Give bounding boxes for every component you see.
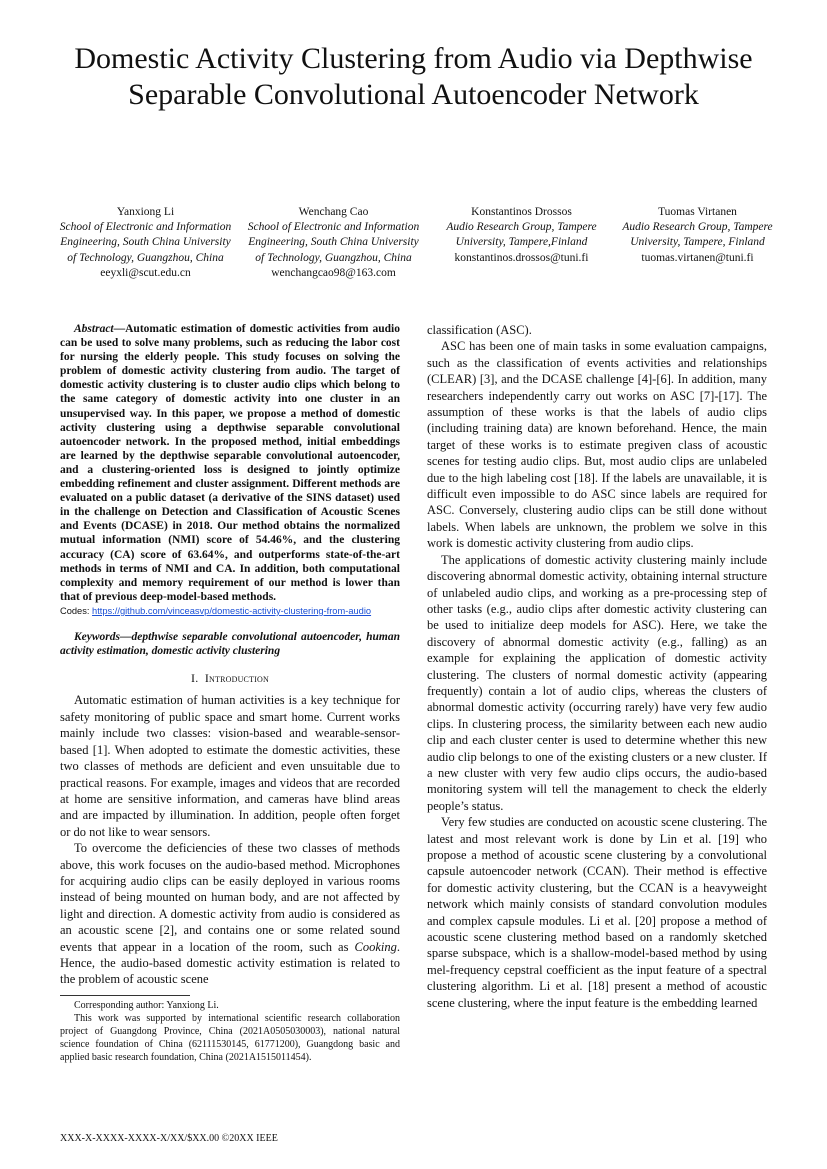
author-email: eeyxli@scut.edu.cn xyxy=(100,266,191,279)
footnote: Corresponding author: Yanxiong Li. xyxy=(74,999,219,1011)
page-footer: XXX-X-XXXX-XXXX-X/XX/$XX.00 ©20XX IEEE xyxy=(60,1133,278,1144)
codes-line xyxy=(60,605,400,618)
author-email: tuomas.virtanen@tuni.fi xyxy=(641,251,754,264)
paragraph-text: . Hence, the audio-based domestic activity estimation is related to the problem of acoustic scene xyxy=(60,939,400,987)
author-affiliation: Audio Research Group, Tampere University, Tampere,Finland xyxy=(446,221,597,249)
section-heading-introduction xyxy=(60,670,400,686)
section-number: I. xyxy=(191,671,199,686)
codes-link[interactable]: https://github.com/vinceasvp/domestic-activity-clustering-from-audio xyxy=(92,605,372,616)
italic-term: Cooking xyxy=(354,939,397,954)
left-column xyxy=(60,322,400,1064)
author-affiliation: School of Electronic and Information Engineering, South China University of Technology, Guangzhou, China xyxy=(59,221,232,264)
abstract-text: —Automatic estimation of domestic activities from audio can be used to solve many problems, such as reducing the labor cost for nursing the elderly people. This study focuses on solving the problem of domestic activity clustering from audio. The target of domestic activity clustering is to cluster audio clips which belong to the same category of domestic activity into one cluster in an unsupervised way. In this paper, we propose a method of domestic activity clustering using a depthwise separable convolutional autoencoder network. In the proposed method, initial embeddings are learned by the depthwise separable convolutional autoencoder, and a clustering-oriented loss is designed to jointly optimize embedding refinement and cluster assignment. Different methods are evaluated on a public dataset (a derivative of the SINS dataset) used in the challenge on Detection and Classification of Acoustic Scenes and Events (DCASE) in 2018. Our method obtains the normalized mutual information (NMI) score of 54.46%, and the clustering accuracy (CA) score of 63.64%, and outperforms state-of-the-art methods in terms of NMI and CA. In addition, both computational complexity and memory requirement of our method is lower than that of previous deep-model-based methods. xyxy=(60,323,400,603)
footnote: This work was supported by international scientific research collaboration project of Guangdong Province, China (2021A0505030003), national natural science foundation of China (62111530145, 61771200), Guangdong basic and applied basic research foundation, China (2021A1515011454). xyxy=(60,1012,400,1063)
body-paragraph: Automatic estimation of human activities is a key technique for safety monitoring of public space and smart home. Current works mainly include two classes: vision-based and wearable-sensor-based [1]. When adopted to estimate the domestic activities, these two classes of methods are deficient and even unsuitable due to practical reasons. For example, images and videos that are recorded at home are sensitive information, and cameras have blind areas and are impacted by illumination. In addition, people often forget or do not like to wear sensors. xyxy=(60,693,400,839)
author-affiliation: Audio Research Group, Tampere University, Tampere, Finland xyxy=(622,221,773,249)
author-email: konstantinos.drossos@tuni.fi xyxy=(454,251,589,264)
body-paragraph: ASC has been one of main tasks in some evaluation campaigns, such as the classification of events activities and relationships (CLEAR) [3], and the DCASE challenge [4]-[6]. In addition, many researchers independently carry out works on ASC [7]-[17]. The assumption of these works is that the labels of audio clips (including training data) are known beforehand. Hence, the main target of these works is to estimate pregiven class of acoustic scenes for testing audio clips. But, most audio clips are unlabeled due to the high labeling cost [18]. If the labels are unavailable, it is difficult even impossible to do ASC since labels are required for ASC. Conversely, clustering audio clips can be still done without labels. When labels are unknown, the problem we solve in this work is domestic activity clustering from audio clips. xyxy=(427,339,767,551)
body-paragraph: classification (ASC). xyxy=(427,323,532,337)
keywords: Keywords—depthwise separable convolutional autoencoder, human activity estimation, domestic activity clustering xyxy=(60,630,400,657)
author-name: Yanxiong Li xyxy=(116,206,175,218)
right-column xyxy=(427,322,767,1011)
body-paragraph: The applications of domestic activity clustering mainly include discovering abnormal domestic activity, obtaining internal structure of unlabeled audio clips, and working as a pre-processing step of other tasks (e.g., audio clips after domestic activity clustering can be used to initialize deep models for ASC). Here, we take the discovery of abnormal domestic activity (e.g., falling) as an example for explaining the application of domestic activity clustering. The clusters of normal domestic activity (appearing frequently) contain a lot of audio clips, whereas the clusters of abnormal domestic activity (occurring rarely) have very few audio clips. In clustering process, the similarity between each new audio clip and each cluster center is used to determine whether this new audio clip belongs to one of the existing clusters or a new cluster. If a new cluster with very few audio clips occurs, the audio-based monitoring system will tell the management to check the elderly people’s status. xyxy=(427,552,767,813)
author-name: Wenchang Cao xyxy=(298,206,369,218)
author-affiliation: School of Electronic and Information Engineering, South China University of Technology, Guangzhou, China xyxy=(247,221,420,264)
footnote-rule xyxy=(60,995,190,996)
abstract xyxy=(60,322,400,604)
author-name: Tuomas Virtanen xyxy=(658,206,737,218)
author-3 xyxy=(434,205,609,266)
body-paragraph xyxy=(60,840,400,988)
author-1 xyxy=(58,205,233,281)
codes-label: Codes: xyxy=(60,605,93,616)
paragraph-text: To overcome the deficiencies of these two classes of methods above, this work focuses on the audio-based method. Microphones for acquiring audio clips can be easily deployed in various rooms instead of being mounted on human body, and are not affected by light and direction. A domestic activity from audio is considered as an acoustic scene [2], and contains one or some related sound events that appear in a location of the room, such as xyxy=(60,841,400,954)
body-paragraph: Very few studies are conducted on acoustic scene clustering. The latest and most relevant work is done by Lin et al. [19] who propose a method of acoustic scene clustering by a convolutional capsule autoencoder network (CCAN). Their method is effective for domestic activity clustering, but the CCAN is a heavyweight network which mainly consists of standard convolution modules and complex capsule modules. Li et al. [20] propose a method of acoustic scene clustering method based on a randomly sketched sparse subspace, which is a shallow-model-based method by using mel-frequency cepstral coefficient as the input feature of a spectral clustering algorithm. Li et al. [18] present a method of acoustic scene clustering, where the input feature is the embedding learned xyxy=(427,815,767,1010)
abstract-lead: Abstract xyxy=(74,323,114,335)
author-4 xyxy=(610,205,785,266)
author-2 xyxy=(246,205,421,281)
author-email: wenchangcao98@163.com xyxy=(271,266,396,279)
section-title: Introduction xyxy=(204,671,269,686)
paper-title: Domestic Activity Clustering from Audio via Depthwise Separable Convolutional Autoencoder Network xyxy=(74,42,753,111)
author-name: Konstantinos Drossos xyxy=(471,206,572,218)
